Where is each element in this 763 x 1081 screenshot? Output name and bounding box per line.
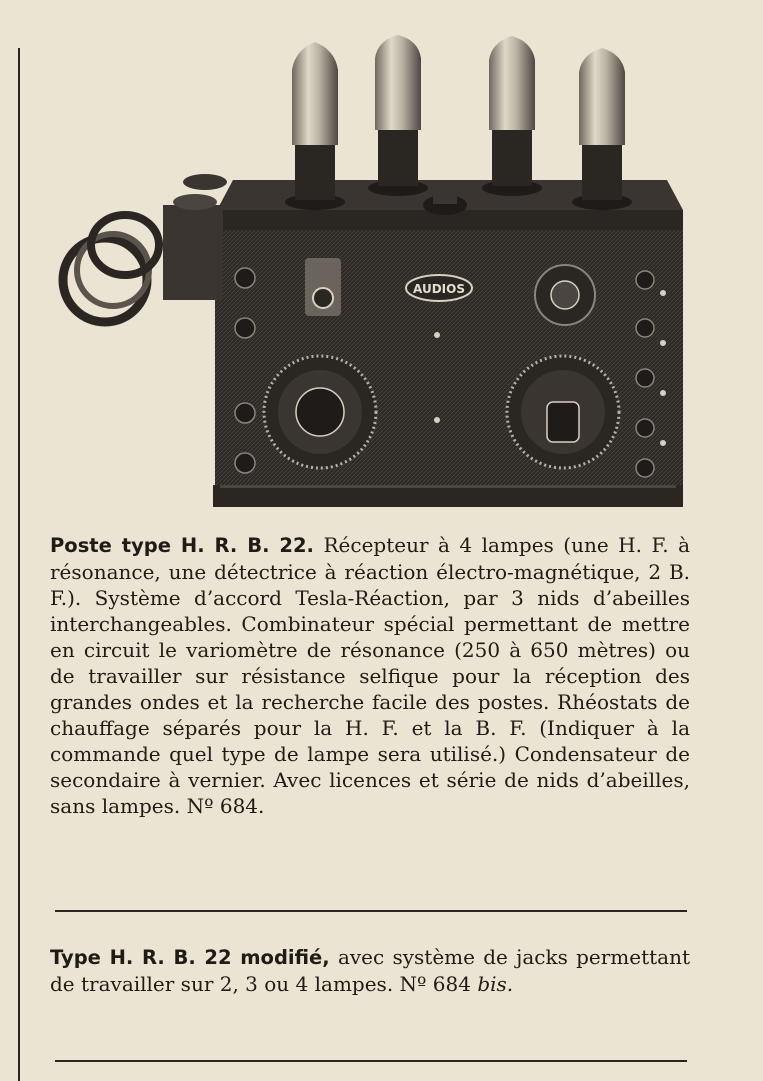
brand-plate [406,275,472,301]
item-1-description: Récepteur à 4 lampes (une H. F. à résonance, une détectrice à réaction électro-magnétique, 2 B. F.). Système d’accord Tesla-Réaction, par 3 nids d’abeilles interchangeables. Combinateur spécial permettant de mettre en circuit le variomètre de résonance (250 à 650 mètres) ou de travailler sur résistance selfique pour la réception des grandes ondes et la recherche facile des postes. Rhéostats de chauffage séparés pour la H. F. et la B. F. (Indiquer à la commande quel type de lampe sera utilisé.) Condensateur de secondaire à vernier. Avec licences et série de nids d’abeilles, sans lampes. [50,533,690,818]
left-margin-line [18,48,20,1081]
valve-3 [482,36,542,196]
item-2-paragraph [50,944,690,997]
item-2-catalog-suffix: bis. [477,972,514,996]
radio-receiver-illustration [55,30,695,520]
svg-text:AUDIOS: AUDIOS [413,282,465,296]
item-2-description: avec système de jacks permettant de travailler sur 2, 3 ou 4 lampes. [50,945,690,996]
item-1-catalog-number: Nº 684. [186,794,265,818]
bottom-divider [55,1060,687,1062]
honeycomb-coil-holder [63,174,227,322]
section-divider [55,910,687,912]
tuning-dial-right [507,356,619,468]
tuning-dial-left [264,356,376,468]
item-2-heading: Type H. R. B. 22 modifié, [50,946,330,969]
item-2-catalog-number: Nº 684 [399,972,471,996]
valve-2 [368,35,428,196]
item-1-heading: Poste type H. R. B. 22. [50,534,314,557]
item-1-paragraph [50,532,690,819]
